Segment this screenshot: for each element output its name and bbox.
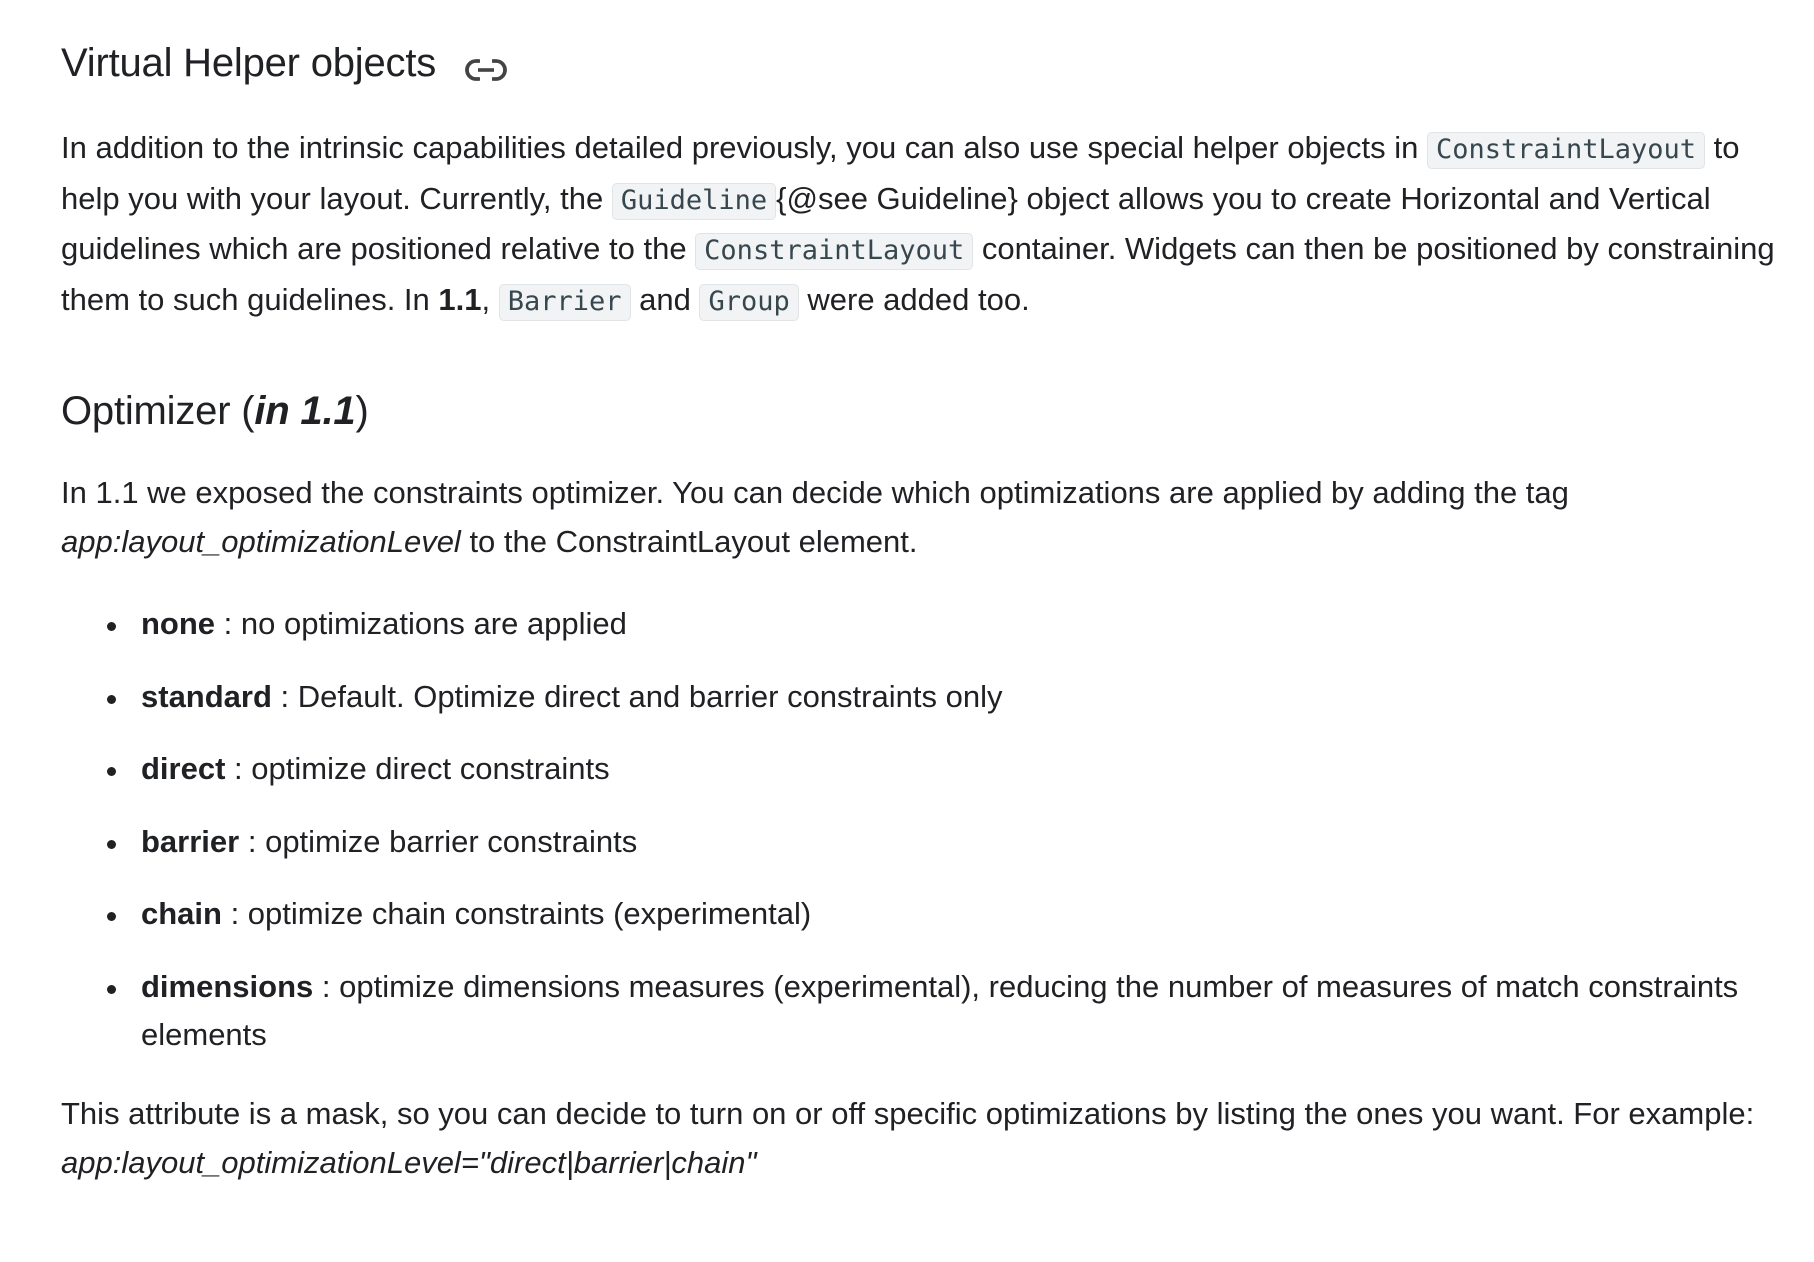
code-constraintlayout: ConstraintLayout [695,233,973,270]
list-item [141,818,1781,867]
attribute-example: app:layout_optimizationLevel="direct|barrier|chain" [61,1144,757,1180]
list-item-desc: : no optimizations are applied [215,606,627,641]
text: In 1.1 we exposed the constraints optimizer. You can decide which optimizations are applied by adding the tag [61,475,1569,510]
heading-virtual-helper-objects [61,39,508,87]
virtual-helper-paragraph [61,124,1781,326]
heading-optimizer [61,387,369,435]
optimization-levels-list [61,600,1781,1084]
optimizer-mask-paragraph [61,1090,1781,1187]
heading-text: Optimizer ( [61,389,255,433]
heading-text: Virtual Helper objects [61,41,437,85]
list-item-term: none [141,606,216,641]
text: container. Widgets can then be positioned by constraining them to such guidelines. In [61,231,1775,317]
list-item-desc: : optimize dimensions measures (experimental), reducing the number of measures of match constraints elements [141,968,1739,1052]
text: , [481,281,499,317]
heading-version: in 1.1 [254,389,356,433]
optimizer-intro-paragraph [61,469,1781,566]
text: were added too. [798,281,1030,317]
text: {@see Guideline} object allows you to create Horizontal and Vertical guidelines which are positioned relative to the [61,180,1711,266]
list-item [141,745,1781,794]
list-item [141,600,1781,649]
code-guideline: Guideline [612,183,776,220]
list-item [141,673,1781,722]
link-icon[interactable] [464,48,508,78]
list-item [141,890,1781,939]
list-item-desc: : optimize chain constraints (experimental) [221,896,812,931]
text: This attribute is a mask, so you can decide to turn on or off specific optimizations by listing the ones you want. For example: [61,1096,1755,1131]
list-item-desc: : optimize barrier constraints [239,823,638,859]
version-bold: 1.1 [438,281,482,317]
list-item-term: standard [141,678,272,714]
list-item-desc: : optimize direct constraints [225,751,610,786]
attribute-name: app:layout_optimizationLevel [61,523,461,559]
list-item-desc: : Default. Optimize direct and barrier constraints only [271,678,1003,714]
list-item-term: dimensions [141,968,314,1004]
code-constraintlayout: ConstraintLayout [1427,132,1705,169]
list-item-term: direct [141,751,226,786]
code-group: Group [699,284,798,321]
code-barrier: Barrier [499,284,631,321]
list-item-term: barrier [141,823,240,859]
list-item-term: chain [141,896,222,931]
text: to help you with your layout. Currently, the [61,130,1740,216]
text: In addition to the intrinsic capabilities detailed previously, you can also use special helper objects in [61,130,1427,165]
text: and [630,281,700,317]
list-item [141,963,1781,1060]
heading-text: ) [355,389,369,433]
text: to the ConstraintLayout element. [460,523,918,559]
